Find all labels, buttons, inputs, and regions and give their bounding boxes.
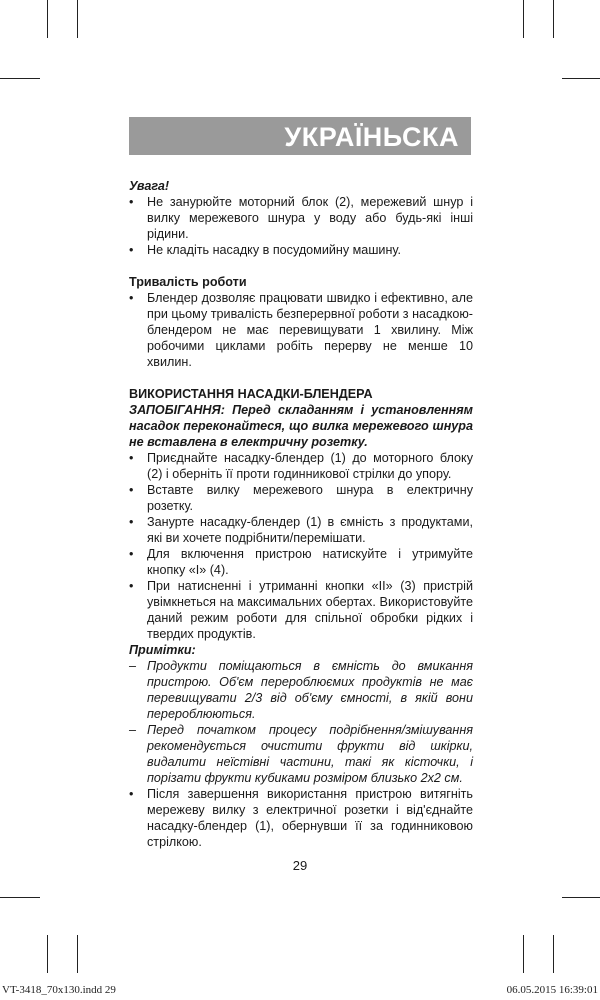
notes-list	[129, 658, 473, 786]
warning-list	[129, 194, 473, 258]
bullet-mark: •	[129, 547, 134, 561]
crop-mark	[562, 897, 600, 898]
list-item: • Приєднайте насадку-блендер (1) до моторного блоку (2) і оберніть її проти годинникової стрілки до упору.	[129, 451, 473, 481]
crop-mark	[47, 935, 48, 973]
bullet-mark: •	[129, 515, 134, 529]
warning-title: Увага!	[129, 179, 170, 193]
bullet-mark: •	[129, 243, 134, 257]
final-list	[129, 786, 473, 850]
crop-mark	[553, 0, 554, 38]
bullet-mark: •	[129, 483, 134, 497]
bullet-mark: •	[129, 195, 134, 209]
crop-mark	[562, 78, 600, 79]
list-item: • Блендер дозволяє працювати швидко і ефективно, але при цьому тривалість безперервної роботи з насадкою-блендером не має перевищувати 1 хвилину. Між робочими циклами робіть перерву не менше 10 хвилин.	[129, 291, 473, 369]
bullet-mark: •	[129, 579, 134, 593]
crop-mark	[77, 935, 78, 973]
slug-file-info: VT-3418_70x130.indd 29	[2, 984, 116, 996]
usage-caution: ЗАПОБІГАННЯ: Перед складанням і установленням насадок переконайтеся, що вилка мережевого шнура не вставлена в електричну розетку.	[129, 403, 473, 449]
language-title: УКРАЇНЬСКА	[284, 122, 459, 152]
crop-mark	[553, 935, 554, 973]
list-item: • Не кладіть насадку в посудомийну машину.	[129, 243, 401, 257]
crop-mark	[523, 0, 524, 38]
bullet-mark: •	[129, 451, 134, 465]
list-item: – Продукти поміщаються в ємність до вмикання пристрою. Об'єм перероблюємих продуктів не має перевищувати 2/3 від об'єму ємності, в якій вони перероблюються.	[129, 659, 473, 721]
crop-mark	[0, 78, 40, 79]
page-number: 29	[292, 858, 308, 873]
bullet-mark: •	[129, 787, 134, 801]
list-item: • Не занурюйте моторний блок (2), мережевий шнур і вилку мережевого шнура у воду або будь-які інші рідини.	[129, 195, 473, 241]
bullet-mark: •	[129, 291, 134, 305]
duration-list	[129, 290, 473, 370]
usage-list	[129, 450, 473, 642]
list-item: • Після завершення використання пристрою витягніть мережеву вилку з електричної розетки і від'єднайте насадку-блендер (1), обернувши її за годинниковою стрілкою.	[129, 787, 473, 849]
duration-title: Тривалість роботи	[129, 275, 247, 289]
notes-title: Примітки:	[129, 643, 196, 657]
language-banner	[129, 117, 471, 155]
list-item: • Занурте насадку-блендер (1) в ємність з продуктами, які ви хочете подрібнити/перемішати.	[129, 515, 473, 545]
dash-mark: –	[129, 723, 137, 737]
crop-mark	[523, 935, 524, 973]
slug-datetime: 06.05.2015 16:39:01	[506, 984, 598, 996]
dash-mark: –	[129, 659, 137, 673]
crop-mark	[0, 897, 40, 898]
crop-mark	[77, 0, 78, 38]
usage-title: ВИКОРИСТАННЯ НАСАДКИ-БЛЕНДЕРА	[129, 387, 373, 401]
list-item: • При натисненні і утриманні кнопки «II» (3) пристрій увімкнеться на максимальних обертах. Використовуйте даний режим роботи для спільної обробки рідких і твердих продуктів.	[129, 579, 473, 641]
page-content	[129, 178, 473, 850]
list-item: – Перед початком процесу подрібнення/змішування рекомендується очистити фрукти від шкірки, видалити неїстівні частини, такі як кісточки, і порізати фрукти кубиками розміром близько 2х2 см.	[129, 723, 473, 785]
list-item: • Вставте вилку мережевого шнура в електричну розетку.	[129, 483, 473, 513]
crop-mark	[47, 0, 48, 38]
list-item: • Для включення пристрою натискуйте і утримуйте кнопку «I» (4).	[129, 547, 473, 577]
